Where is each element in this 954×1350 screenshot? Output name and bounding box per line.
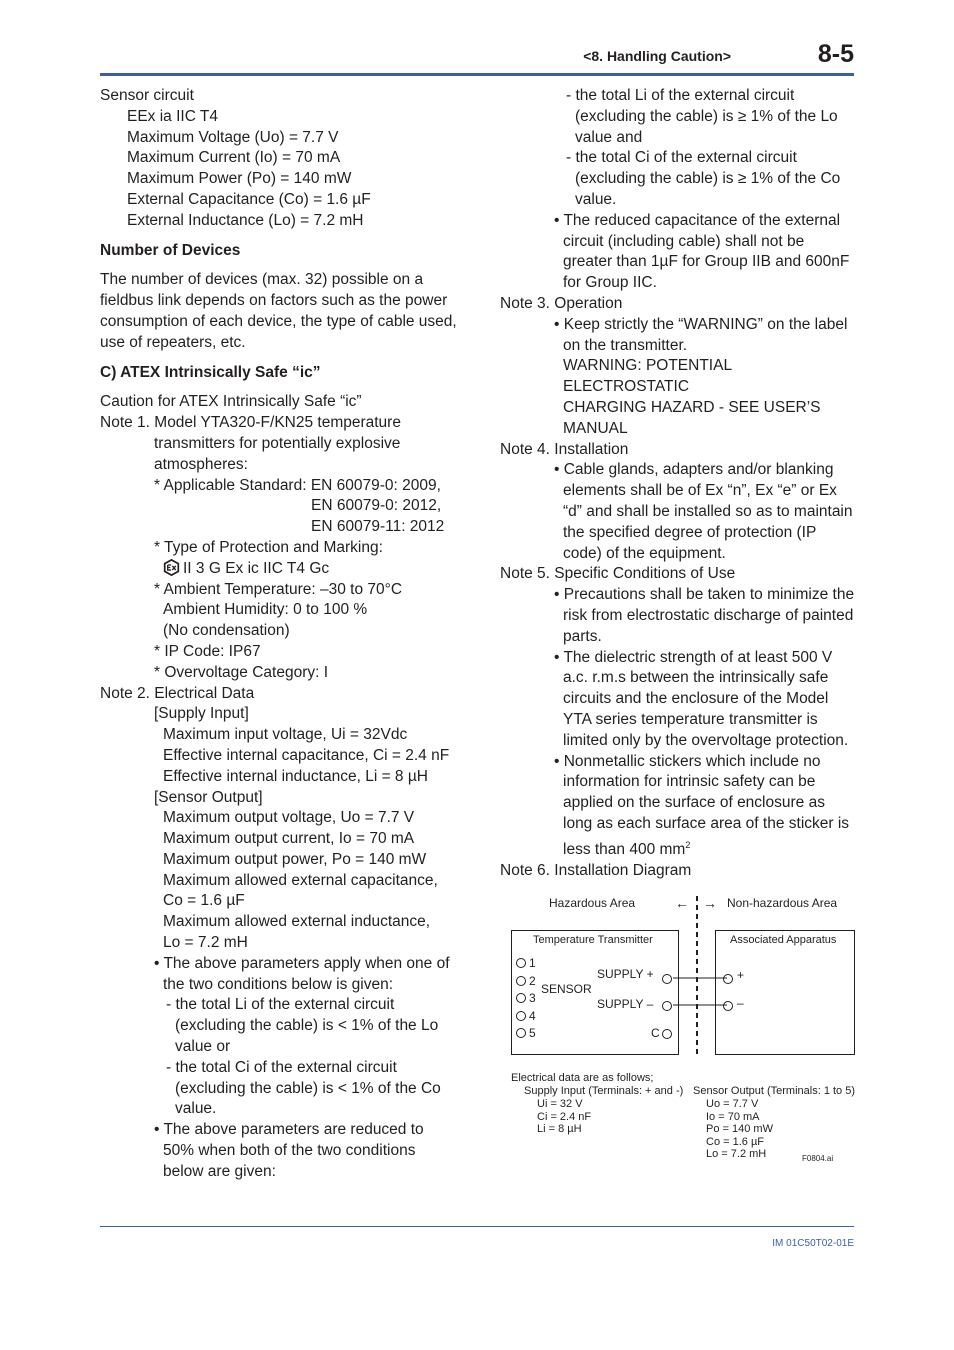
text-line: the two conditions below is given:: [163, 975, 394, 993]
text-line: for Group IIC.: [563, 274, 657, 292]
section-title: <8. Handling Caution>: [583, 48, 731, 64]
text-line: The number of devices (max. 32) possible on a: [100, 271, 424, 289]
c-label: C: [651, 1026, 660, 1040]
text-line: a.c. r.m.s between the intrinsically safe: [563, 669, 829, 687]
section-heading: Number of Devices: [100, 241, 241, 259]
text-line: * IP Code: IP67: [154, 642, 261, 660]
supply-minus-label: SUPPLY –: [597, 997, 654, 1011]
text-line: Note 2. Electrical Data: [100, 684, 255, 702]
nonhazardous-area-label: Non-hazardous Area: [727, 896, 838, 910]
text-line: External Inductance (Lo) = 7.2 mH: [127, 211, 364, 229]
text-line: * Type of Protection and Marking:: [154, 538, 383, 556]
text-line: (excluding the cable) is ≥ 1% of the Lo: [575, 107, 838, 125]
temperature-transmitter-box: [511, 930, 679, 1055]
text-line: Note 1. Model YTA320-F/KN25 temperature: [100, 414, 401, 432]
text-line: transmitters for potentially explosive: [154, 434, 401, 452]
apparatus-plus-label: +: [737, 968, 745, 982]
text-line: circuits and the enclosure of the Model: [563, 690, 829, 708]
text-line: code) of the equipment.: [563, 544, 726, 562]
text-line: • The reduced capacitance of the external: [554, 211, 841, 229]
terminal-icon: [516, 1011, 526, 1021]
terminal-1: 1: [516, 955, 536, 973]
arrow-right-icon: →: [703, 895, 717, 911]
text-line: • The dielectric strength of at least 500 V: [554, 648, 833, 666]
installation-diagram: [505, 890, 860, 1170]
text-line: value and: [575, 128, 643, 146]
figure-id: F0804.ai: [802, 1154, 834, 1163]
text-line: (No condensation): [163, 622, 290, 640]
text-line: Note 3. Operation: [500, 294, 623, 312]
terminal-4: 4: [516, 1008, 536, 1026]
arrow-left-icon: ←: [675, 895, 689, 911]
text-line: Co = 1.6 µF: [163, 892, 245, 910]
text-line: consumption of each device, the type of cable used,: [100, 312, 457, 330]
apparatus-plus-terminal-icon: [723, 974, 733, 984]
supply-plus-terminal-icon: [662, 974, 672, 984]
text-line: Maximum Voltage (Uo) = 7.7 V: [127, 128, 339, 146]
terminal-5: 5: [516, 1025, 536, 1043]
sensor-values: Uo = 7.7 V Io = 70 mA Po = 140 mW Co = 1.6 µF Lo = 7.2 mH: [706, 1098, 773, 1161]
text-line: II 3 G Ex ic IIC T4 Gc: [100, 559, 460, 580]
text-line: EEx ia IIC T4: [127, 107, 219, 125]
header-rule: [100, 73, 854, 76]
text-line: EN 60079-0: 2012,: [311, 497, 442, 515]
text-line: - the total Ci of the external circuit: [566, 149, 797, 167]
terminal-icon: [516, 1028, 526, 1038]
text-line: below are given:: [163, 1162, 276, 1180]
text-line: Note 5. Specific Conditions of Use: [500, 565, 736, 583]
text-line: value.: [575, 190, 617, 208]
text-line: Note 4. Installation: [500, 440, 629, 458]
text-line: limited only by the overvoltage protection.: [563, 731, 849, 749]
text-line: atmospheres:: [154, 455, 248, 473]
text-line: (excluding the cable) is < 1% of the Lo: [175, 1017, 439, 1035]
text-line: • Cable glands, adapters and/or blanking: [554, 461, 834, 479]
ex-hexagon-icon: [163, 559, 180, 576]
text-line: [Sensor Output]: [154, 788, 263, 806]
text-line: External Capacitance (Co) = 1.6 µF: [127, 190, 371, 208]
text-line: Effective internal inductance, Li = 8 µH: [163, 767, 428, 785]
apparatus-minus-terminal-icon: [723, 1001, 733, 1011]
text-line: Caution for ATEX Intrinsically Safe “ic”: [100, 393, 362, 411]
transmitter-title: Temperature Transmitter: [533, 934, 653, 946]
supply-minus-terminal-icon: [662, 1001, 672, 1011]
sensor-terminals: [516, 955, 536, 1043]
text-line: - the total Li of the external circuit: [566, 87, 795, 104]
paragraph-gap: [100, 383, 460, 392]
sensor-output-title: Sensor Output (Terminals: 1 to 5): [693, 1085, 856, 1097]
text-line: * Applicable Standard: EN 60079-0: 2009,: [154, 476, 441, 494]
hazardous-area-label: Hazardous Area: [549, 896, 636, 910]
supply-values: Ui = 32 V Ci = 2.4 nF Li = 8 µH: [537, 1098, 592, 1136]
left-column: [100, 86, 460, 1183]
text-line: Maximum input voltage, Ui = 32Vdc: [163, 726, 408, 744]
c-terminal-icon: [662, 1029, 672, 1039]
text-line: Maximum Current (Io) = 70 mA: [127, 149, 341, 167]
text-line: use of repeaters, etc.: [100, 333, 246, 351]
text-line: circuit (including cable) shall not be: [563, 232, 805, 250]
page-number: 8-5: [817, 40, 854, 68]
text-line: Maximum allowed external capacitance,: [163, 871, 438, 889]
terminal-2: 2: [516, 973, 536, 991]
text-line: elements shall be of Ex “n”, Ex “e” or Ex: [563, 482, 837, 500]
text-line: risk from electrostatic discharge of painted: [563, 606, 854, 624]
footer-rule: [100, 1226, 854, 1227]
text-line: (excluding the cable) is < 1% of the Co: [175, 1079, 441, 1097]
text-line: information for intrinsic safety can be: [563, 773, 816, 791]
text-line: Note 6. Installation Diagram: [500, 861, 692, 879]
apparatus-title: Associated Apparatus: [730, 934, 837, 946]
text-line: Maximum Power (Po) = 140 mW: [127, 170, 352, 188]
document-id: IM 01C50T02-01E: [772, 1238, 854, 1249]
associated-apparatus-box: [715, 930, 855, 1055]
text-line: 50% when both of the two conditions: [163, 1142, 416, 1160]
text-line: • The above parameters are reduced to: [154, 1121, 424, 1139]
text-line: greater than 1µF for Group IIB and 600nF: [563, 253, 850, 271]
text-line: value.: [175, 1100, 217, 1118]
text-line: • The above parameters apply when one of: [154, 954, 450, 972]
terminal-icon: [516, 993, 526, 1003]
text-line: Maximum output voltage, Uo = 7.7 V: [163, 809, 415, 827]
sensor-label: SENSOR: [541, 982, 592, 996]
supply-plus-label: SUPPLY +: [597, 967, 654, 981]
text-line: • Nonmetallic stickers which include no: [554, 752, 821, 770]
terminal-3: 3: [516, 990, 536, 1008]
terminal-icon: [516, 958, 526, 968]
text-line: on the transmitter.: [563, 336, 688, 354]
text-line: Maximum output current, Io = 70 mA: [163, 830, 415, 848]
paragraph-gap: [100, 261, 460, 270]
terminal-icon: [516, 976, 526, 986]
text-line: Ambient Humidity: 0 to 100 %: [163, 601, 368, 619]
text-line: the specified degree of protection (IP: [563, 523, 817, 541]
supply-input-title: Supply Input (Terminals: + and -): [524, 1085, 684, 1097]
text-line: - the total Ci of the external circuit: [166, 1058, 397, 1076]
text-line: [Supply Input]: [154, 705, 249, 723]
paragraph-gap: [100, 232, 460, 241]
text-line: YTA series temperature transmitter is: [563, 710, 818, 728]
apparatus-minus-label: –: [737, 996, 744, 1010]
text-line: WARNING: POTENTIAL: [563, 357, 733, 375]
text-line: Lo = 7.2 mH: [163, 934, 248, 952]
paragraph-gap: [100, 354, 460, 363]
text-line: “d” and shall be installed so as to maintain: [563, 502, 853, 520]
text-line: * Ambient Temperature: –30 to 70°C: [154, 580, 403, 598]
right-column: [500, 86, 856, 881]
text-line: Sensor circuit: [100, 87, 194, 104]
section-heading: C) ATEX Intrinsically Safe “ic”: [100, 363, 321, 381]
text-line: (excluding the cable) is ≥ 1% of the Co: [575, 170, 841, 188]
text-line: ELECTROSTATIC: [563, 378, 690, 396]
text-line: Maximum output power, Po = 140 mW: [163, 850, 427, 868]
electrical-data-title: Electrical data are as follows;: [511, 1072, 654, 1084]
text-line: less than 400 $mm^2$: [563, 839, 691, 858]
text-line: long as each surface area of the sticker is: [563, 814, 850, 832]
text-line: MANUAL: [563, 419, 628, 437]
text-line: value or: [175, 1038, 231, 1056]
text-line: EN 60079-11: 2012: [311, 518, 445, 536]
text-line: • Keep strictly the “WARNING” on the label: [554, 315, 848, 333]
text-line: • Precautions shall be taken to minimize the: [554, 586, 855, 604]
text-line: parts.: [563, 627, 602, 645]
text-line: CHARGING HAZARD - SEE USER’S: [563, 398, 821, 416]
text-line: fieldbus link depends on factors such as the power: [100, 292, 448, 310]
text-line: - the total Li of the external circuit: [166, 996, 395, 1014]
text-line: * Overvoltage Category: I: [154, 663, 329, 681]
text-line: Effective internal capacitance, Ci = 2.4 nF: [163, 746, 450, 764]
text-line: applied on the surface of enclosure as: [563, 794, 825, 812]
text-line: Maximum allowed external inductance,: [163, 913, 431, 931]
